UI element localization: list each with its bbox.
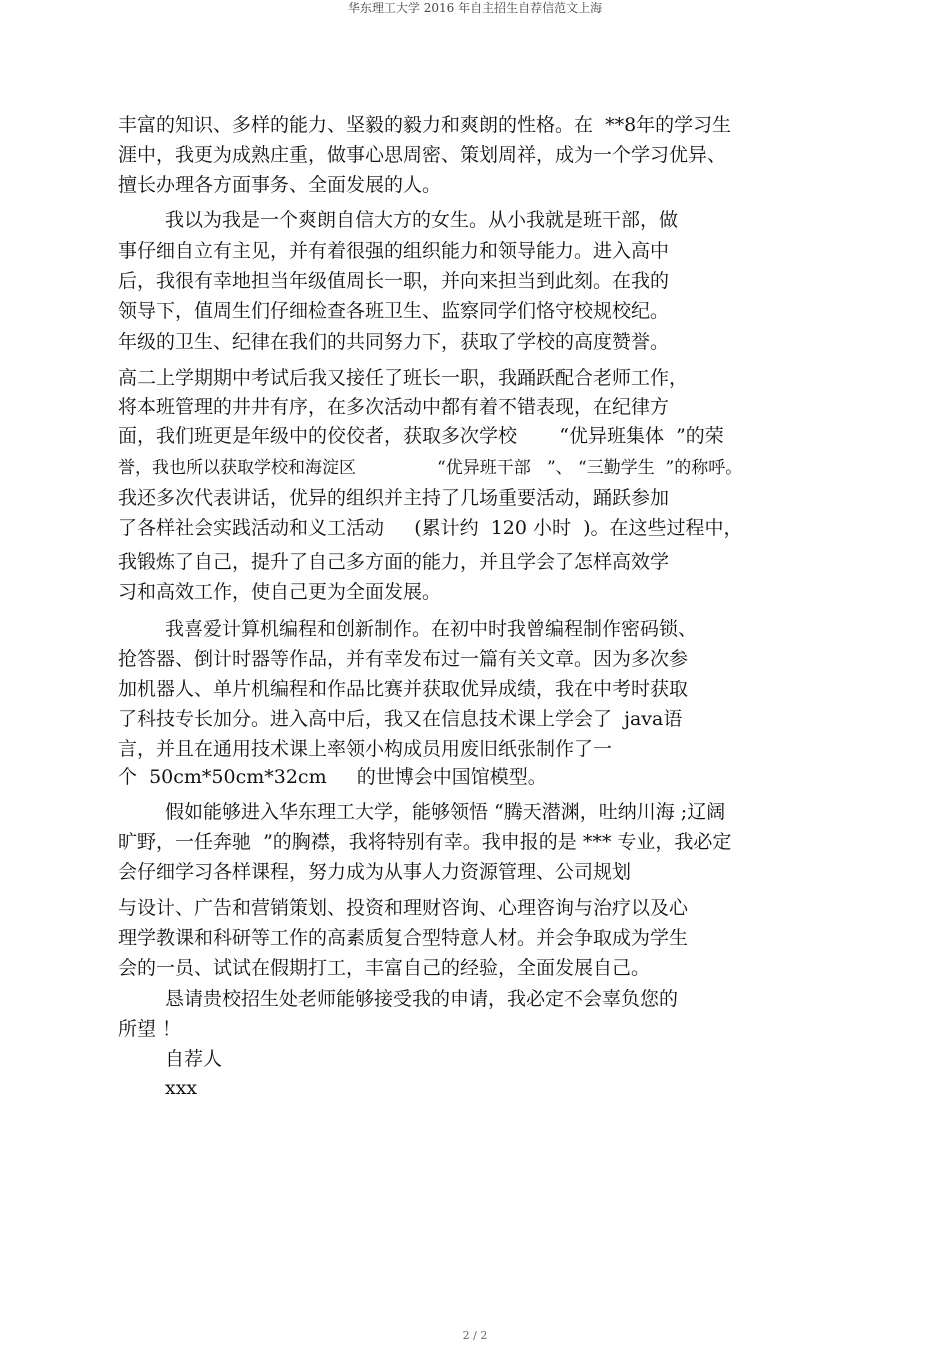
text-line: 事仔细自立有主见，并有着很强的组织能力和领导能力。进入高中 bbox=[118, 240, 670, 262]
text-line: 旷野，一任奔驰 ”的胸襟，我将特别有幸。我申报的是 *** 专业，我必定 bbox=[118, 831, 732, 853]
text-line: 我以为我是一个爽朗自信大方的女生。从小我就是班干部，做 bbox=[165, 209, 679, 231]
text-line: 抢答器、倒计时器等作品，并有幸发布过一篇有关文章。因为多次参 bbox=[118, 648, 689, 670]
text-line: 假如能够进入华东理工大学，能够领悟 “腾天潜渊，吐纳川海 ;辽阔 bbox=[165, 801, 726, 823]
text-line: 习和高效工作，使自己更为全面发展。 bbox=[118, 581, 442, 603]
text-line: 我还多次代表讲话，优异的组织并主持了几场重要活动，踊跃参加 bbox=[118, 487, 670, 509]
text-line: 将本班管理的井井有序，在多次活动中都有着不错表现，在纪律方 bbox=[118, 396, 670, 418]
text-line: 誉，我也所以获取学校和海淀区 “优异班干部 ”、 “三勤学生 ”的称呼。 bbox=[118, 458, 743, 478]
text-line: 高二上学期期中考试后我又接任了班长一职，我踊跃配合老师工作， bbox=[118, 367, 689, 389]
text-line: 年级的卫生、纪律在我们的共同努力下，获取了学校的高度赞誉。 bbox=[118, 331, 670, 353]
page-header: 华东理工大学 2016 年自主招生自荐信范文上海 bbox=[347, 1, 603, 15]
text-line: 与设计、广告和营销策划、投资和理财咨询、心理咨询与治疗以及心 bbox=[118, 897, 689, 919]
text-line: 加机器人、单片机编程和作品比赛并获取优异成绩，我在中考时获取 bbox=[118, 678, 689, 700]
text-line: 领导下，值周生们仔细检查各班卫生、监察同学们恪守校规校纪。 bbox=[118, 300, 670, 322]
text-line: 后，我很有幸地担当年级值周长一职，并向来担当到此刻。在我的 bbox=[118, 270, 670, 292]
text-line: 我喜爱计算机编程和创新制作。在初中时我曾编程制作密码锁、 bbox=[165, 618, 698, 640]
signature-label: 自荐人 bbox=[165, 1048, 223, 1070]
text-line: 言，并且在通用技术课上率领小构成员用废旧纸张制作了一 bbox=[118, 738, 613, 760]
text-line: 面，我们班更是年级中的佼佼者，获取多次学校 “优异班集体 ”的荣 bbox=[118, 425, 724, 447]
signature-name: xxx bbox=[165, 1077, 198, 1099]
text-line: 涯中，我更为成熟庄重，做事心思周密、策划周祥，成为一个学习优异、 bbox=[118, 144, 727, 166]
text-line: 我锻炼了自己，提升了自己多方面的能力，并且学会了怎样高效学 bbox=[118, 551, 670, 573]
text-line: 个 50cm*50cm*32cm 的世博会中国馆模型。 bbox=[118, 766, 547, 788]
page-number: 2 / 2 bbox=[462, 1329, 488, 1342]
text-line: 丰富的知识、多样的能力、坚毅的毅力和爽朗的性格。在 **8年的学习生 bbox=[118, 114, 732, 136]
text-line: 恳请贵校招生处老师能够接受我的申请，我必定不会辜负您的 bbox=[165, 988, 679, 1010]
text-line: 会的一员、试试在假期打工，丰富自己的经验，全面发展自己。 bbox=[118, 957, 651, 979]
text-line: 所望 ！ bbox=[118, 1018, 182, 1040]
text-line: 了各样社会实践活动和义工活动 (累计约 120 小时 )。在这些过程中， bbox=[118, 517, 743, 539]
text-line: 理学教课和科研等工作的高素质复合型特意人材。并会争取成为学生 bbox=[118, 927, 689, 949]
text-line: 擅长办理各方面事务、全面发展的人。 bbox=[118, 174, 442, 196]
text-line: 了科技专长加分。进入高中后，我又在信息技术课上学会了 java语 bbox=[118, 708, 683, 730]
text-line: 会仔细学习各样课程，努力成为从事人力资源管理、公司规划 bbox=[118, 861, 632, 883]
